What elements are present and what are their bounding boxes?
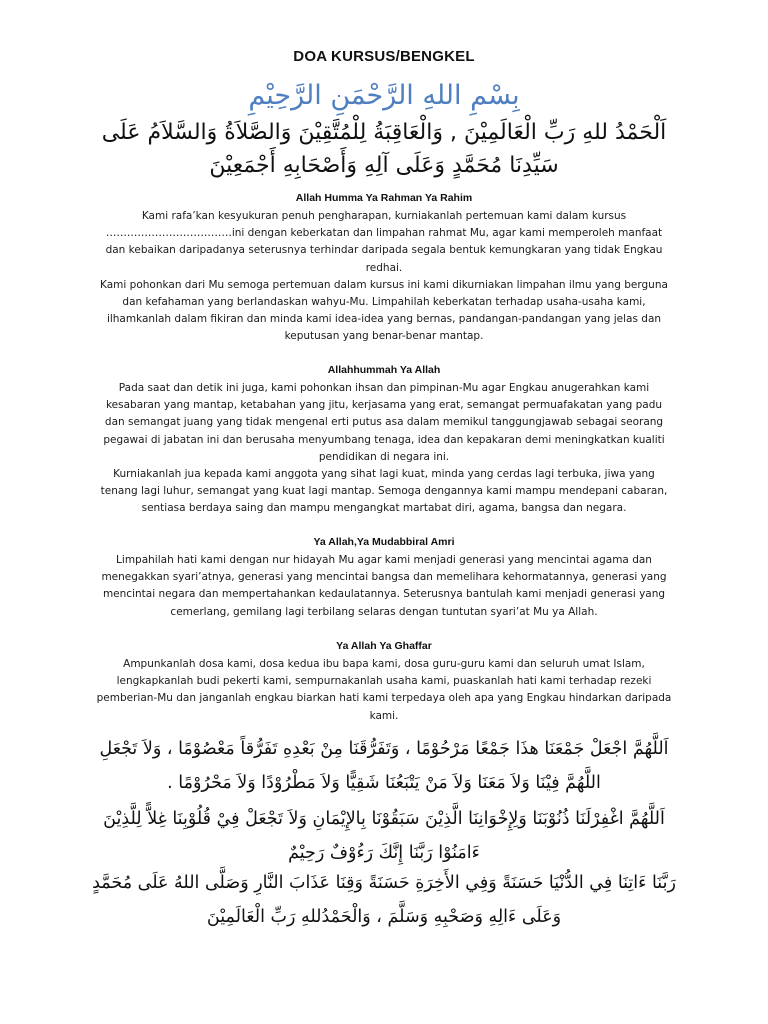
section-heading: Ya Allah Ya Ghaffar <box>336 640 432 652</box>
closing-arabic-text: اَللَّهُمَّ اجْعَلْ جَمْعَنَا هذَا جَمْعًا مَرْحُوْمًا ، وَتَفَرُّقَنَا مِنْ بَعْدِهِ تَفَرُّقاً مَعْصُوْمًا ، وَلاَ تَجْعَلِ اللَّهُمَّ فِيْنَا وَلاَ مَعَنَا وَلاَ مَنْ يَتْبَعُنَا شَقِيًّا وَلاَ مَطْرُوْدًا وَلاَ مَحْرُوْمًا . <box>99 739 669 793</box>
prayer-section-1 <box>96 192 672 346</box>
closing-arabic-text: اَللَّهُمَّ اغْفِرْلَنَا ذُنُوْبَنَا وَلِإِخْوَانِنَا الَّذِيْنَ سَبَقُوْنَا بِالإِيْمَانِ وَلاَ تَجْعَلْ فِيْ قُلُوْبِنَا غِلاًّ لِلَّذِيْنَ ءَامَنُوْا رَبَّنَا إِنَّكَ رَءُوْفٌ رَحِيْمٌ <box>103 809 665 863</box>
section-paragraph: Ampunkanlah dosa kami, dosa kedua ibu bapa kami, dosa guru-guru kami dan seluruh umat Islam, lengkapkanlah budi pekerti kami, sempurnakanlah usaha kami, puaskanlah hati kami terhadap rezeki pemberian-Mu dan janganlah engkau biarkan hati kami terpedaya oleh apa yang Engkau hindarkan daripada kami. <box>96 658 672 722</box>
bismillah-heading: بِسْمِ اللهِ الرَّحْمَنِ الرَّحِيْمِ <box>248 80 520 111</box>
section-paragraph: Limpahilah hati kami dengan nur hidayah Mu agar kami menjadi generasi yang mencintai agama dan menegakkan syari’atnya, generasi yang mencintai bangsa dan memelihara kehormatannya, generasi yang mencintai negara dan mempertahankan kedaulatannya. Seterusnya bantulah kami menjadi generasi yang cemerlang, gemilang lagi terbilang selaras dengan tuntutan syari’at Mu ya Allah. <box>101 554 667 618</box>
closing-arabic-block-2 <box>92 802 676 870</box>
section-paragraph: Kurniakanlah jua kepada kami anggota yang sihat lagi kuat, minda yang cerdas lagi terbuka, jiwa yang tenang lagi luhur, semangat yang kuat lagi mantap. Semoga dengannya kami mampu mendepani cabaran, sentiasa berdaya saing dan mampu mengangkat martabat diri, agama, bangsa dan negara. <box>100 468 668 515</box>
opening-arabic-text: اَلْحَمْدُ للهِ رَبِّ الْعَالَمِيْنَ , وَالْعَاقِبَةُ لِلْمُتَّقِيْنَ وَالصَّلاَةُ وَالسَّلاَمُ عَلَى سَيِّدِنَا مُحَمَّدٍ وَعَلَى آلِهِ وَأَصْحَابِهِ أَجْمَعِيْنَ <box>101 120 667 178</box>
section-heading: Allah Humma Ya Rahman Ya Rahim <box>295 192 473 204</box>
section-heading: Ya Allah,Ya Mudabbiral Amri <box>313 536 455 548</box>
section-paragraph: Kami rafa’kan kesyukuran penuh pengharapan, kurniakanlah pertemuan kami dalam kursus ………………………………ini dengan keberkatan dan limpahan rahmat Mu, agar kami memperoleh manfaat dan kebaikan daripadanya seterusnya terhindar daripada segala bentuk kemungkaran yang tidak Engkau redhai. <box>105 210 663 274</box>
prayer-section-2 <box>96 364 672 518</box>
prayer-section-4 <box>96 640 672 725</box>
section-paragraph: Kami pohonkan dari Mu semoga pertemuan dalam kursus ini kami dikurniakan limpahan ilmu yang berguna dan kefahaman yang berlandaskan wahyu-Mu. Limpahilah keberkatan terhadap usaha-usaha kami, ilhamkanlah dalam fikiran dan minda kami idea-idea yang bernas, pandangan-pandangan yang jelas dan keputusan yang benar-benar mantap. <box>100 278 668 343</box>
section-heading: Allahhummah Ya Allah <box>327 364 441 376</box>
closing-arabic-block-3 <box>92 866 676 934</box>
prayer-section-3 <box>96 536 672 621</box>
closing-arabic-text: رَبَّنَا ءَاتِنَا فِي الدُّنْيَا حَسَنَةً وَفِي الأَخِرَةِ حَسَنَةً وَقِنَا عَذَابَ النَّارِ وَصَلَّى اللهُ عَلَى مُحَمَّدٍ وَعَلَى ءَالِهِ وَصَحْبِهِ وَسَلَّمَ ، وَالْحَمْدُللهِ رَبِّ الْعَالَمِيْنَ <box>92 873 676 927</box>
closing-arabic-block-1 <box>92 732 676 800</box>
document-title: DOA KURSUS/BENGKEL <box>293 48 475 65</box>
section-paragraph: Pada saat dan detik ini juga, kami pohonkan ihsan dan pimpinan-Mu agar Engkau anugerahkan kami kesabaran yang mantap, ketabahan yang jitu, kerjasama yang erat, semangat permuafakatan yang padu dan semangat juang yang tidak mengenal erti putus asa dalam memikul tanggungjawab sebagai seorang pegawai di jabatan ini dan berusaha menyumbang tenaga, idea dan kepakaran demi meningkatkan kualiti pendidikan di negara ini. <box>103 382 665 463</box>
